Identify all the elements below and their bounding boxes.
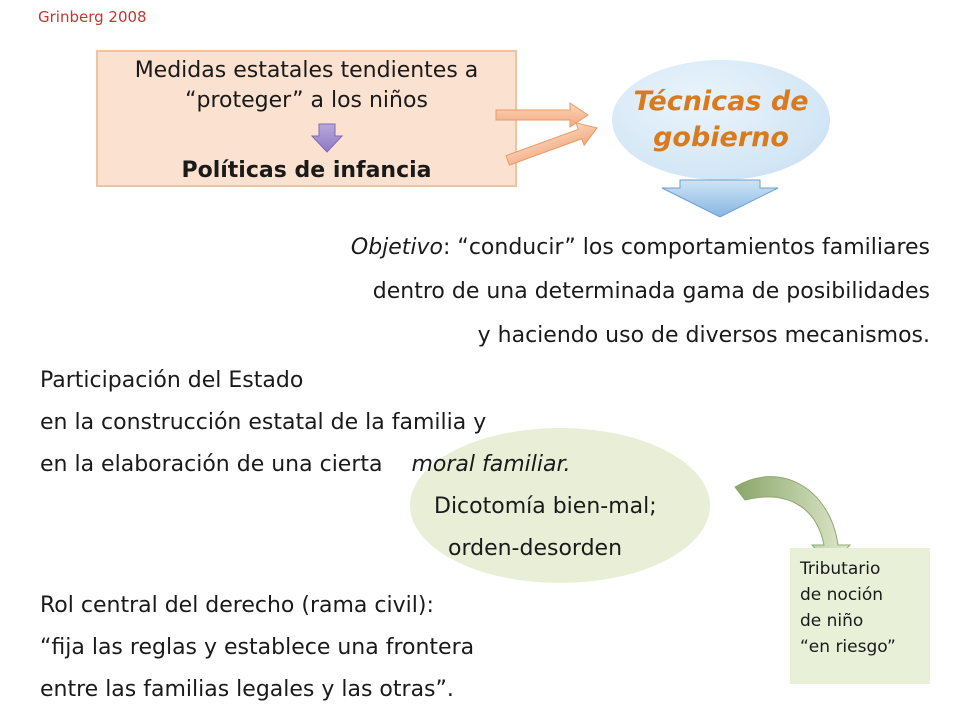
tributario-line-2: de noción [800, 585, 884, 605]
moral-familiar-text: moral familiar. [411, 452, 571, 477]
participation-line-1: Participación del Estado [40, 368, 304, 393]
objective-line-3: y haciendo uso de diversos mecanismos. [477, 323, 930, 348]
citation: Grinberg 2008 [38, 8, 147, 26]
dichotomy-line-1: Dicotomía bien-mal; [434, 494, 657, 519]
tributario-line-1: Tributario [800, 559, 881, 579]
participation-block [40, 360, 571, 486]
upper-right-arrow-icon [496, 103, 588, 127]
law-line-1: Rol central del derecho (rama civil): [40, 593, 434, 618]
participation-line-3-text: en la elaboración de una cierta [40, 452, 383, 477]
dichotomy-line-2: orden-desorden [448, 536, 623, 561]
tributario-line-4: “en riesgo” [800, 637, 896, 657]
measures-down-arrow-icon [312, 124, 342, 152]
law-line-3: entre las familias legales y las otras”. [40, 677, 454, 702]
civil-law-block [40, 585, 474, 711]
objective-line-1-rest: : “conducir” los comportamientos familiares [443, 235, 930, 260]
participation-line-3 [40, 444, 571, 486]
techniques-down-arrow-icon [662, 180, 778, 217]
childhood-policies-label: Políticas de infancia [181, 158, 432, 183]
lower-diagonal-arrow-icon [504, 117, 601, 172]
objective-label: Objetivo [350, 235, 444, 260]
law-line-2: “fija las reglas y establece una frontera [40, 635, 475, 660]
state-measures-line-1: Medidas estatales tendientes a [134, 58, 479, 83]
objective-block [351, 226, 930, 358]
techniques-line-2: gobierno [653, 122, 789, 153]
objective-line-1 [351, 226, 930, 270]
participation-line-2: en la construcción estatal de la familia y [40, 410, 487, 435]
state-measures-line-2: “proteger” a los niños [185, 88, 428, 113]
child-at-risk-box [790, 548, 930, 684]
dichotomy-block [434, 486, 657, 570]
tributario-line-3: de niño [800, 611, 864, 631]
techniques-line-1: Técnicas de [633, 86, 809, 117]
objective-line-2: dentro de una determinada gama de posibilidades [372, 279, 930, 304]
